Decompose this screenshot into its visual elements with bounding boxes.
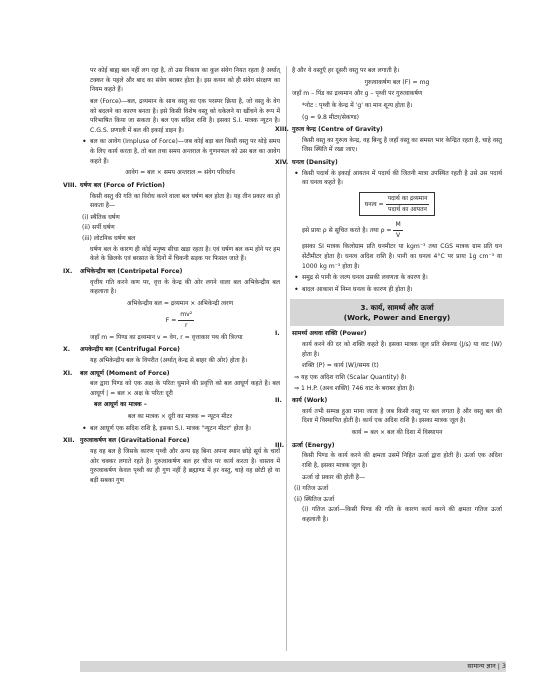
gravitation-value: (g = 9.8 मीटर/सेकण्ड) bbox=[302, 113, 360, 121]
density-symbol-line bbox=[292, 220, 502, 240]
fraction bbox=[386, 194, 430, 214]
section-title: घनत्व (Density) bbox=[292, 159, 338, 166]
density-definition: • किसी पदार्थ के इकाई आयतन में पदार्थ की जितनी मात्रा उपस्थित रहती है उसे उस पदार्थ का घनत्व कहते है। bbox=[292, 169, 502, 188]
gravitation-legend: जहाँ m – पिंड का द्रव्यमान और g – पृथ्वी पर गुरुत्वाकर्षण bbox=[292, 90, 423, 98]
gravitational-paragraph: यह वह बल है जिसके कारण पृथ्वी और अन्य ग्रह बिना अपना स्थान छोड़े सूर्य के चारों ओर चक्कर लगाते रहते है। गुरुत्वाकर्षण बल हर चीज पर कार्य करता है। वास्तव में गुरुत्वाकर्षण केवल पृथ्वी का ही गुण नहीं है ब्रह्माण्ड में हर वस्तु, चाहे वह छोटी हो या बड़ी सबका गुण bbox=[90, 447, 280, 484]
section-title: सामर्थ्य अथवा शक्ति (Power) bbox=[292, 330, 367, 338]
energy-types-intro: ऊर्जा दो प्रकार की होती है— bbox=[302, 473, 366, 481]
density-formula-lhs: घनत्व = bbox=[364, 201, 384, 208]
impulse-formula: आवेग = बल × समय अन्तराल = संवेग परिवर्तन bbox=[125, 169, 235, 177]
section-title: कार्य (Work) bbox=[292, 397, 328, 405]
list-item: (ii) सर्पी घर्षण bbox=[82, 224, 115, 232]
section-number: III. bbox=[275, 441, 285, 449]
density-sea-note: • समुद्र से पानी के जल्प घनत्व उसकी लवणता के कारण है। bbox=[292, 273, 502, 283]
section-heading-work bbox=[275, 396, 502, 406]
fraction-denominator: V bbox=[395, 231, 401, 239]
list-item: (iii) लोटनिक घर्षण बल bbox=[82, 235, 136, 242]
section-number: XIV. bbox=[275, 159, 289, 166]
section-heading-gravitational bbox=[63, 436, 280, 446]
gravitation-note: *नोट : पृथ्वी के केन्द्र में 'g' का मान शून्य होता है। bbox=[302, 101, 413, 109]
list-item: ⇒ 1 H.P. (अश्व शक्ति) 746 वाट के बराबर होता है। bbox=[294, 384, 415, 392]
centrifugal-paragraph: यह अभिकेन्द्रीय बल के विपरीत (अर्थात् केन्द्र से बाहर की ओर) होता है। bbox=[90, 356, 248, 364]
power-formula: शक्ति (P) = कार्य (W)/समय (t) bbox=[302, 362, 379, 370]
footer-page-label: सामान्य ज्ञान | 3 bbox=[467, 662, 506, 670]
fraction-numerator: पदार्थ का द्रव्यमान bbox=[386, 194, 430, 205]
chapter-title: 3. कार्य, सामर्थ्य और ऊर्जा bbox=[360, 302, 434, 312]
kinetic-energy-paragraph: (i) गतिज ऊर्जा—किसी पिण्ड की गति के कारण कार्य करने की क्षमता गतिज ऊर्जा कहलाती है। bbox=[302, 506, 502, 523]
fraction-numerator: M bbox=[393, 220, 402, 231]
right-column bbox=[275, 66, 502, 527]
density-cloud-note: • बादल आकाश में निम्न घनत्व के कारण ही होता है। bbox=[292, 285, 502, 295]
density-formula-box bbox=[359, 192, 436, 216]
list-item: (i) गतिज ऊर्जा bbox=[294, 485, 329, 493]
section-number: IX. bbox=[63, 267, 73, 275]
section-heading-centripetal bbox=[63, 267, 280, 277]
section-heading-centrifugal bbox=[63, 345, 280, 355]
fraction bbox=[178, 310, 194, 330]
equation-lhs: F = bbox=[165, 317, 177, 325]
centripetal-paragraph: वृत्तीय गति करने कण पर, वृत्त के केन्द्र की ओर लगने वाला बल अभिकेन्द्रीय बल कहलाता है। bbox=[90, 278, 280, 296]
list-item: (ii) स्थितिज ऊर्जा bbox=[294, 495, 335, 503]
chapter-heading-band bbox=[290, 299, 504, 327]
gravitation-formula: गुरुत्वाकर्षण बल (F) = mg bbox=[364, 78, 430, 86]
section-number: VIII. bbox=[63, 181, 77, 189]
density-unit-paragraph: इसका SI मात्रक किलोग्राम प्रति घनमीटर या kgm⁻³ तथा CGS मात्रक ग्राम प्रति घन सेंटीमीटर होता है। घनत्व अदिश राशि है। पानी का घनत्व 4°C पर प्रायः 1g cm⁻³ या 1000 kg m⁻³ होता है। bbox=[302, 243, 502, 270]
section-title: गुरुत्वाकर्षण बल (Gravitational Force) bbox=[80, 437, 190, 445]
work-formula: कार्य = बल × बल की दिशा में विस्थापन bbox=[351, 429, 443, 436]
moment-note: • बल आघूर्ण एक सदिश राशि है, इसका S.I. मात्रक "न्यूटन मीटर" होता है। bbox=[80, 424, 280, 434]
section-heading-friction bbox=[63, 181, 280, 191]
fraction-denominator: r bbox=[184, 322, 188, 329]
section-number: XI. bbox=[63, 369, 73, 377]
footer-bar bbox=[80, 661, 506, 672]
power-paragraph: कार्य करने की दर को शक्ति कहते है। इसका मात्रक जूल प्रति सेकण्ड (J/s) या वाट (W) होता है। bbox=[302, 341, 502, 358]
density-symbol-text: इसे प्रायः ρ से सूचित करते है। तथा ρ = bbox=[302, 227, 392, 235]
section-title: ऊर्जा (Energy) bbox=[292, 441, 335, 449]
fraction bbox=[393, 220, 402, 240]
friction-paragraph: किसी वस्तु की गति का विरोध करने वाला बल घर्षण बल होता है। यह तीन प्रकार का हो सकता है— bbox=[90, 192, 280, 210]
page-footer bbox=[0, 659, 554, 673]
section-number: II. bbox=[275, 397, 282, 405]
section-title: अभिकेन्द्रीय बल (Centripetal Force) bbox=[80, 267, 183, 275]
chapter-subtitle: (Work, Power and Energy) bbox=[343, 312, 451, 322]
moment-unit-heading: बल आघूर्ण का मात्रक – bbox=[94, 401, 147, 409]
centripetal-formula: अभिकेन्द्रीय बल = द्रव्यमान × अभिकेन्द्री त्वरण bbox=[126, 299, 234, 307]
section-number: X. bbox=[63, 346, 71, 354]
centripetal-legend: जहाँ m = पिण्ड का द्रव्यमान v = वेग, r = वृत्ताकार पथ की त्रिज्या bbox=[90, 333, 243, 341]
section-heading-density bbox=[275, 158, 502, 168]
fraction-denominator: पदार्थ का आयतन bbox=[388, 205, 427, 213]
list-item: ⇒ यह एक अदिश राशि (Scalar Quantity) है। bbox=[294, 373, 407, 381]
energy-paragraph: किसी पिण्ड के कार्य करने की क्षमता उसमें निहित ऊर्जा द्वारा होती है। ऊर्जा एक अदिश राशि है, इसका मात्रक जूल है। bbox=[302, 452, 502, 469]
section-title: घर्षण बल (Force of Friction) bbox=[80, 181, 165, 189]
section-title: अपकेन्द्रीय बल (Centrifugal Force) bbox=[80, 346, 180, 354]
fraction-numerator: mv² bbox=[178, 310, 194, 321]
section-title: बल आघूर्ण (Moment of Force) bbox=[80, 369, 170, 377]
section-heading-energy bbox=[275, 441, 502, 451]
moment-unit: बल का मात्रक × दूरी का मात्रक = न्यूटन मीटर bbox=[127, 413, 233, 420]
section-number: XIII. bbox=[275, 126, 289, 134]
centripetal-equation bbox=[80, 310, 280, 330]
work-paragraph: कार्य तभी सम्पन्न हुआ माना जाता है जब किसी वस्तु पर बल लगता है और वस्तु बल की दिशा में विस्थापित होती है। कार्य एक अदिश राशि है। इसका मात्रक जूल है। bbox=[302, 407, 502, 425]
gravitation-continued: है और ये वस्तुएँ हर दूसरी वस्तु पर बल लगाती है। bbox=[292, 67, 400, 74]
column-divider bbox=[286, 66, 287, 651]
section-heading-centre-of-gravity bbox=[275, 125, 502, 135]
section-heading-moment bbox=[63, 369, 280, 379]
momentum-paragraph: पर कोई बाह्य बल नहीं लग रहा है, तो उस निकाय का कुल संवेग नियत रहता है अर्थात् टक्कर के पहले और बाद का संवेग बराबर होता है। इस कथन को ही संवेग संरक्षण का नियम कहते हैं। bbox=[90, 67, 280, 94]
left-column bbox=[63, 66, 280, 487]
density-formula-row bbox=[292, 190, 502, 218]
section-heading-power bbox=[275, 329, 502, 339]
impulse-paragraph: • बल का आवेग (Impluse of Force)—जब कोई बड़ा बल किसी वस्तु पर थोड़े समय के लिए कार्य करता है, तो बल तथा समय अन्तराल के गुणनफल को उस बल का आवेग कहते हैं। bbox=[80, 137, 280, 166]
section-number: XII. bbox=[63, 437, 75, 445]
centre-of-gravity-paragraph: किसी वस्तु का गुरुत्व केन्द्र, वह बिन्दु है जहाँ वस्तु का समस्त भार केन्द्रित रहता है, चाहे वस्तु जिस स्थिति में रखा जाए। bbox=[302, 136, 502, 154]
list-item: (i) स्थैतिक घर्षण bbox=[82, 213, 120, 221]
section-title: गुरुत्व केन्द्र (Centre of Gravity) bbox=[292, 126, 383, 134]
section-number: I. bbox=[275, 330, 280, 338]
moment-paragraph: बल द्वारा पिण्ड को एक अक्ष के परितः घुमाने की प्रवृत्ति को बल आघूर्ण कहते है। बल आघूर्ण | = बल × अक्ष के परितः दूरी bbox=[90, 380, 280, 397]
force-paragraph: बल (Force)—बल, द्रव्यमान के साथ वस्तु का एक परस्पर क्रिया है, जो वस्तु के वेग को बदलने का कारण बनता है। इसे किसी विशेष वस्तु को धकेलने या खींचने के रूप में परिभाषित किया जा सकता है। बल एक सदिश राशि है। इसका S.I. मात्रक न्यूटन है। C.G.S. प्रणाली में बल की इकाई डाइन है। bbox=[90, 97, 280, 134]
friction-paragraph-2: घर्षण बल के कारण ही कोई मनुष्य सीधा खड़ा रहता है। एवं घर्षण बल कम होने पर हम केले के छिलके एवं बरसात के दिनों में चिकनी सड़क पर फिसल जाते हैं। bbox=[90, 245, 280, 263]
